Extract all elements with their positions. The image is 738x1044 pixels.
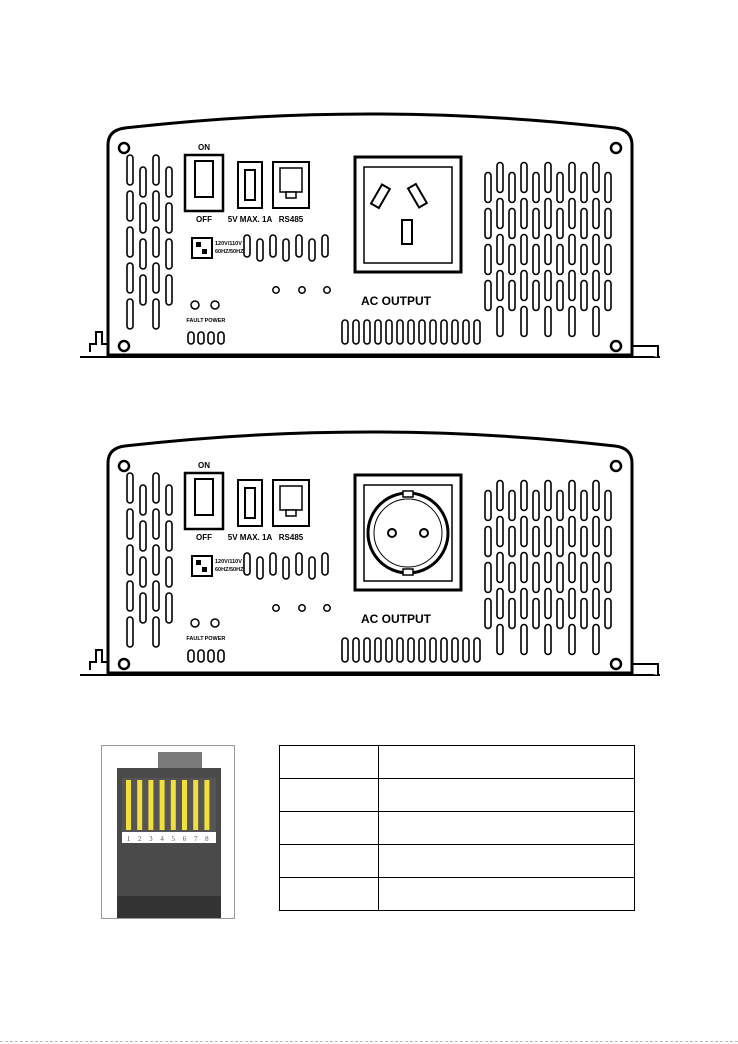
screw-icon	[611, 341, 621, 351]
vent-slot	[166, 239, 172, 269]
rs485-label: RS485	[278, 215, 304, 224]
indicator-dot	[299, 287, 305, 293]
vent-slot	[521, 625, 527, 655]
vent-slot	[474, 638, 480, 662]
vent-slot	[593, 307, 599, 337]
vent-slot	[557, 527, 563, 557]
vent-slot	[375, 638, 381, 662]
vent-slot	[140, 485, 146, 515]
vent-slot	[533, 527, 539, 557]
vent-slot	[509, 563, 515, 593]
vent-slot	[533, 173, 539, 203]
table-cell	[280, 878, 379, 911]
vent-slot	[408, 320, 414, 344]
vent-slot	[605, 209, 611, 239]
vent-slot	[283, 557, 289, 579]
vent-slot	[485, 491, 491, 521]
vent-slot	[569, 235, 575, 265]
vent-slot	[322, 553, 328, 575]
vent-slot	[140, 203, 146, 233]
vent-slot	[569, 307, 575, 337]
table-row	[280, 779, 635, 812]
rj45-pin-contact	[137, 780, 142, 830]
table-cell	[280, 812, 379, 845]
indicator-dot	[299, 605, 305, 611]
vent-slot	[153, 191, 159, 221]
vent-slot	[153, 509, 159, 539]
vent-slot	[408, 638, 414, 662]
table-cell	[280, 845, 379, 878]
vent-slot	[581, 491, 587, 521]
vent-slot	[581, 245, 587, 275]
vent-slot	[140, 557, 146, 587]
vent-slot	[441, 638, 447, 662]
vent-slot	[257, 239, 263, 261]
table-cell	[379, 779, 635, 812]
vent-slot	[605, 527, 611, 557]
vent-slot	[430, 638, 436, 662]
vent-slot	[593, 481, 599, 511]
rj45-pin-contact	[171, 780, 176, 830]
vent-slot	[509, 245, 515, 275]
vent-slot	[581, 173, 587, 203]
vent-slot	[474, 320, 480, 344]
vent-slot	[569, 553, 575, 583]
vent-slot	[593, 517, 599, 547]
vent-slot	[140, 239, 146, 269]
vent-slot	[166, 203, 172, 233]
vent-slot	[127, 263, 133, 293]
power-led-label: POWER	[204, 318, 226, 324]
vent-slot	[485, 173, 491, 203]
table-cell	[379, 878, 635, 911]
rj45-pin-contact	[160, 780, 165, 830]
rj45-pin-contact	[193, 780, 198, 830]
vent-slot	[257, 557, 263, 579]
rj45-cable-boot	[117, 896, 221, 918]
indicator-dot	[324, 605, 330, 611]
vent-slot	[545, 235, 551, 265]
vent-slot	[198, 650, 204, 662]
power-switch[interactable]	[185, 461, 223, 542]
vent-slot	[353, 638, 359, 662]
vent-slot	[497, 271, 503, 301]
vent-slot	[509, 209, 515, 239]
vent-slot	[557, 563, 563, 593]
pinout-table	[279, 745, 635, 911]
inverter-front-panel-2	[80, 418, 660, 688]
rj45-pin-number: 7	[193, 835, 198, 843]
vent-slot	[140, 167, 146, 197]
vent-slot	[244, 235, 250, 257]
dip-label-frequency: 60HZ/50HZ	[215, 249, 244, 255]
vent-slot	[497, 235, 503, 265]
vent-slot	[296, 235, 302, 257]
vent-slot	[509, 599, 515, 629]
vent-slot	[166, 521, 172, 551]
vent-slot	[127, 191, 133, 221]
vent-slot	[521, 235, 527, 265]
vent-slot	[569, 163, 575, 193]
vent-slot	[127, 545, 133, 575]
vent-slot	[569, 517, 575, 547]
vent-slot	[342, 320, 348, 344]
vent-slot	[605, 245, 611, 275]
vent-slot	[533, 563, 539, 593]
vent-slot	[166, 275, 172, 305]
indicator-dot	[324, 287, 330, 293]
vent-slot	[244, 553, 250, 575]
vent-slot	[521, 271, 527, 301]
vent-slot	[521, 481, 527, 511]
vent-slot	[545, 163, 551, 193]
vent-slot	[419, 638, 425, 662]
vent-slot	[521, 553, 527, 583]
vent-slot	[569, 199, 575, 229]
rj45-pin-contact	[204, 780, 209, 830]
vent-slot	[557, 245, 563, 275]
vent-slot	[509, 491, 515, 521]
vent-slot	[545, 517, 551, 547]
vent-slot	[509, 281, 515, 311]
vent-slot	[593, 199, 599, 229]
vent-slot	[283, 239, 289, 261]
switch-off-label: OFF	[196, 215, 212, 224]
vent-slot	[127, 581, 133, 611]
vent-slot	[605, 563, 611, 593]
screw-icon	[119, 341, 129, 351]
vent-slot	[581, 209, 587, 239]
vent-slot	[322, 235, 328, 257]
vent-slot	[569, 589, 575, 619]
vent-slot	[353, 320, 359, 344]
vent-slot	[545, 271, 551, 301]
vent-slot	[497, 199, 503, 229]
table-row	[280, 812, 635, 845]
vent-slot	[557, 281, 563, 311]
rj45-pin-number: 4	[160, 835, 164, 843]
vent-slot	[605, 281, 611, 311]
vent-slot	[485, 599, 491, 629]
vent-slot	[188, 332, 194, 344]
vent-slot	[545, 199, 551, 229]
vent-slot	[557, 491, 563, 521]
vent-slot	[485, 209, 491, 239]
vent-slot	[153, 617, 159, 647]
vent-slot	[127, 473, 133, 503]
vent-slot	[463, 638, 469, 662]
table-row	[280, 878, 635, 911]
rj45-pin-number: 2	[137, 835, 142, 843]
vent-slot	[270, 553, 276, 575]
vent-slot	[497, 553, 503, 583]
vent-slot	[593, 235, 599, 265]
vent-slot	[605, 491, 611, 521]
vent-slot	[593, 625, 599, 655]
vent-slot	[309, 557, 315, 579]
vent-slot	[153, 227, 159, 257]
vent-slot	[521, 589, 527, 619]
vent-slot	[593, 553, 599, 583]
table-cell	[379, 746, 635, 779]
table-row	[280, 746, 635, 779]
screw-icon	[119, 461, 129, 471]
vent-slot	[153, 263, 159, 293]
vent-slot	[545, 307, 551, 337]
vent-slot	[153, 155, 159, 185]
vent-slot	[497, 589, 503, 619]
rj45-pin-contact	[148, 780, 153, 830]
vent-slot	[208, 332, 214, 344]
vent-slot	[386, 320, 392, 344]
rj45-number-strip	[122, 832, 216, 843]
vent-slot	[452, 320, 458, 344]
vent-slot	[521, 199, 527, 229]
vent-slot	[140, 521, 146, 551]
vent-slot	[485, 527, 491, 557]
vent-slot	[581, 281, 587, 311]
vent-slot	[521, 517, 527, 547]
vent-slot	[419, 320, 425, 344]
vent-slot	[309, 239, 315, 261]
vent-slot	[218, 650, 224, 662]
rj45-pin-number: 3	[149, 835, 153, 843]
vent-slot	[581, 527, 587, 557]
screw-icon	[611, 659, 621, 669]
vent-slot	[545, 553, 551, 583]
switch-on-label: ON	[198, 143, 210, 152]
vent-slot	[153, 299, 159, 329]
rj45-pin-number: 1	[126, 835, 131, 843]
page-bottom-rule	[0, 1041, 738, 1042]
vent-slot	[270, 235, 276, 257]
indicator-dot	[273, 287, 279, 293]
switch-off-label: OFF	[196, 533, 212, 542]
rj45-connector-image	[101, 745, 235, 919]
fault-led-label: FAULT	[186, 318, 204, 324]
dip-label-voltage: 120V/110V	[215, 559, 242, 565]
switch-on-label: ON	[198, 461, 210, 470]
vent-slot	[364, 638, 370, 662]
vent-slot	[497, 481, 503, 511]
vent-slot	[521, 307, 527, 337]
vent-slot	[521, 163, 527, 193]
vent-slot	[140, 275, 146, 305]
vent-slot	[208, 650, 214, 662]
vent-slot	[533, 491, 539, 521]
vent-slot	[430, 320, 436, 344]
vent-slot	[127, 227, 133, 257]
vent-slot	[485, 563, 491, 593]
screw-icon	[611, 461, 621, 471]
dip-label-frequency: 60HZ/50HZ	[215, 567, 244, 573]
vent-slot	[127, 509, 133, 539]
vent-slot	[593, 271, 599, 301]
vent-slot	[533, 245, 539, 275]
fault-led-label: FAULT	[186, 636, 204, 642]
vent-slot	[218, 332, 224, 344]
power-switch[interactable]	[185, 143, 223, 224]
vent-slot	[397, 320, 403, 344]
vent-slot	[557, 599, 563, 629]
vent-slot	[593, 163, 599, 193]
vent-slot	[533, 209, 539, 239]
power-led-label: POWER	[204, 636, 226, 642]
vent-slot	[127, 299, 133, 329]
vent-slot	[386, 638, 392, 662]
rj45-pin-contact	[182, 780, 187, 830]
table-cell	[379, 812, 635, 845]
rj45-pin-number: 5	[171, 835, 176, 843]
screw-icon	[119, 659, 129, 669]
vent-slot	[497, 517, 503, 547]
socket-face-icon	[368, 491, 448, 575]
usb-label: 5V MAX. 1A	[227, 533, 273, 542]
vent-slot	[497, 307, 503, 337]
table-cell	[280, 779, 379, 812]
usb-label: 5V MAX. 1A	[227, 215, 273, 224]
indicator-dot	[273, 605, 279, 611]
rs485-label: RS485	[278, 533, 304, 542]
vent-slot	[569, 271, 575, 301]
vent-slot	[463, 320, 469, 344]
vent-slot	[533, 599, 539, 629]
vent-slot	[452, 638, 458, 662]
vent-slot	[497, 163, 503, 193]
vent-slot	[153, 473, 159, 503]
inverter-front-panel-1	[80, 100, 660, 370]
vent-slot	[509, 173, 515, 203]
vent-slot	[509, 527, 515, 557]
vent-slot	[593, 589, 599, 619]
rj45-pin-contact	[126, 780, 131, 830]
vent-slot	[140, 593, 146, 623]
ac-output-label: AC OUTPUT	[361, 294, 431, 308]
vent-slot	[127, 155, 133, 185]
screw-icon	[119, 143, 129, 153]
vent-slot	[153, 581, 159, 611]
vent-slot	[397, 638, 403, 662]
table-cell	[280, 746, 379, 779]
vent-slot	[557, 173, 563, 203]
vent-slot	[485, 281, 491, 311]
ac-output-label: AC OUTPUT	[361, 612, 431, 626]
vent-slot	[545, 625, 551, 655]
vent-slot	[364, 320, 370, 344]
vent-slot	[605, 599, 611, 629]
vent-slot	[557, 209, 563, 239]
table-cell	[379, 845, 635, 878]
vent-slot	[485, 245, 491, 275]
vent-slot	[127, 617, 133, 647]
rj45-pin-number: 8	[205, 835, 209, 843]
dip-label-voltage: 120V/110V	[215, 241, 242, 247]
vent-slot	[545, 589, 551, 619]
vent-slot	[533, 281, 539, 311]
vent-slot	[166, 167, 172, 197]
vent-slot	[296, 553, 302, 575]
vent-slot	[153, 545, 159, 575]
screw-icon	[611, 143, 621, 153]
vent-slot	[166, 557, 172, 587]
vent-slot	[569, 625, 575, 655]
vent-slot	[166, 593, 172, 623]
rj45-pin-number: 6	[182, 835, 187, 843]
vent-slot	[441, 320, 447, 344]
vent-slot	[188, 650, 194, 662]
vent-slot	[375, 320, 381, 344]
vent-slot	[581, 599, 587, 629]
table-row	[280, 845, 635, 878]
vent-slot	[342, 638, 348, 662]
vent-slot	[581, 563, 587, 593]
vent-slot	[605, 173, 611, 203]
vent-slot	[497, 625, 503, 655]
rj45-contact-area	[122, 778, 216, 832]
vent-slot	[569, 481, 575, 511]
vent-slot	[545, 481, 551, 511]
vent-slot	[198, 332, 204, 344]
vent-slot	[166, 485, 172, 515]
